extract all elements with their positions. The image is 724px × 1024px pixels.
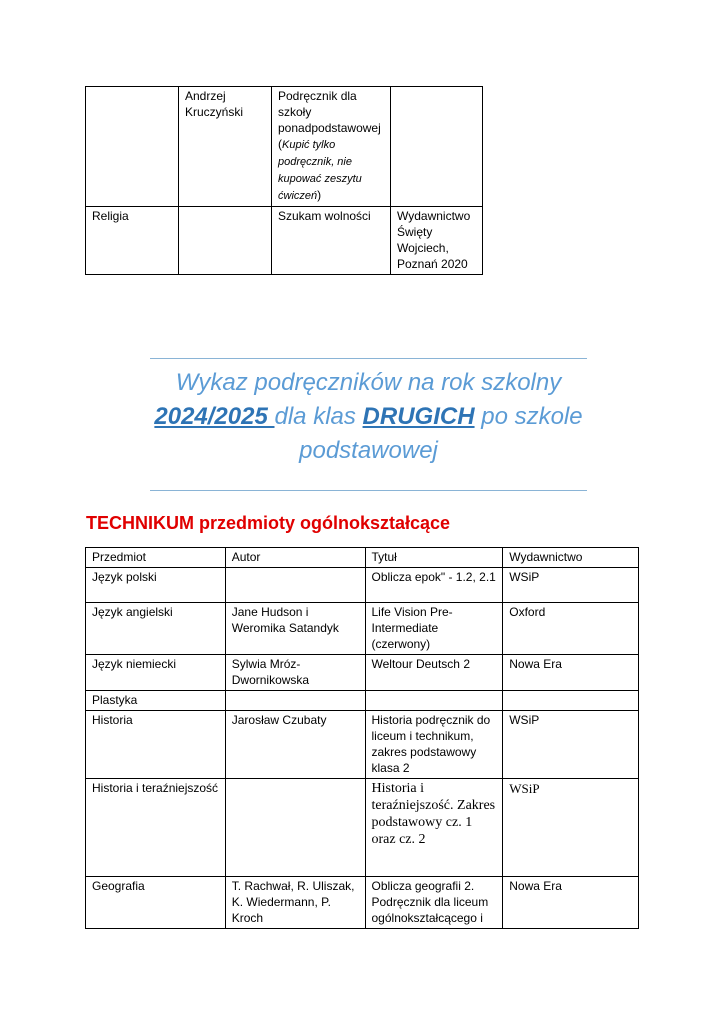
subject-cell: Język niemiecki (86, 655, 226, 691)
subject-cell: Język angielski (86, 603, 226, 655)
author-cell (225, 691, 365, 711)
table-row (86, 691, 639, 711)
publisher-cell: Nowa Era (503, 877, 639, 929)
author-cell (225, 568, 365, 603)
heading-class-word: DRUGICH (362, 403, 475, 430)
table-cell (86, 87, 179, 207)
publisher-cell (503, 691, 639, 711)
table-cell (272, 87, 391, 207)
heading-middle: dla klas (274, 403, 363, 430)
table-cell (179, 207, 272, 275)
heading-rule-bottom (150, 490, 587, 491)
cell-note (278, 136, 385, 204)
table-row (86, 87, 483, 207)
top-table (85, 86, 483, 275)
table-row (86, 568, 639, 603)
title-cell: Oblicza epok" - 1.2, 2.1 (365, 568, 503, 603)
table-row (86, 711, 639, 779)
note-paren-open: ( (278, 137, 282, 151)
title-cell: Historia podręcznik do liceum i technikum, zakres podstawowy klasa 2 (365, 711, 503, 779)
subject-cell: Historia (86, 711, 226, 779)
subject-cell: Historia i teraźniejszość (86, 779, 226, 877)
table-row (86, 877, 639, 929)
table-cell: Religia (86, 207, 179, 275)
heading-tail: po szkole podstawowej (299, 403, 583, 464)
column-header: Wydawnictwo (503, 548, 639, 568)
purchase-note: Kupić tylko podręcznik, nie kupować zeszytu ćwiczeń (278, 139, 362, 202)
title-cell: Weltour Deutsch 2 (365, 655, 503, 691)
page-heading (130, 366, 607, 468)
table-row (86, 603, 639, 655)
publisher-cell: Oxford (503, 603, 639, 655)
author-cell: Jane Hudson i Weromika Satandyk (225, 603, 365, 655)
heading-rule-top (150, 358, 587, 359)
author-cell: T. Rachwał, R. Uliszak, K. Wiedermann, P. Kroch (225, 877, 365, 929)
table-row (86, 779, 639, 877)
section-title: TECHNIKUM przedmioty ogólnokształcące (86, 513, 451, 533)
publisher-cell: WSiP (503, 779, 639, 877)
table-cell: Szukam wolności (272, 207, 391, 275)
subject-cell: Język polski (86, 568, 226, 603)
heading-year: 2024/2025 (154, 403, 275, 430)
author-cell (225, 779, 365, 877)
column-header: Przedmiot (86, 548, 226, 568)
cell-text: Podręcznik dla szkoły ponadpodstawowej (278, 89, 381, 135)
column-header: Autor (225, 548, 365, 568)
heading-line-1: Wykaz podręczników na rok szkolny (175, 369, 562, 396)
column-header: Tytuł (365, 548, 503, 568)
subject-cell: Geografia (86, 877, 226, 929)
table-row (86, 655, 639, 691)
textbook-table (85, 547, 639, 929)
table-cell: Wydawnictwo Święty Wojciech, Poznań 2020 (391, 207, 483, 275)
table-row (86, 207, 483, 275)
subject-cell: Plastyka (86, 691, 226, 711)
title-cell: Oblicza geografii 2. Podręcznik dla liceum ogólnokształcącego i (365, 877, 503, 929)
author-cell: Sylwia Mróz-Dwornikowska (225, 655, 365, 691)
table-cell: Andrzej Kruczyński (179, 87, 272, 207)
title-cell (365, 691, 503, 711)
publisher-cell: WSiP (503, 711, 639, 779)
note-paren-close: ) (317, 188, 322, 202)
title-cell: Historia i teraźniejszość. Zakres podstawowy cz. 1 oraz cz. 2 (365, 779, 503, 877)
table-header-row (86, 548, 639, 568)
title-cell: Life Vision Pre-Intermediate (czerwony) (365, 603, 503, 655)
publisher-cell: WSiP (503, 568, 639, 603)
author-cell: Jarosław Czubaty (225, 711, 365, 779)
publisher-cell: Nowa Era (503, 655, 639, 691)
table-cell (391, 87, 483, 207)
